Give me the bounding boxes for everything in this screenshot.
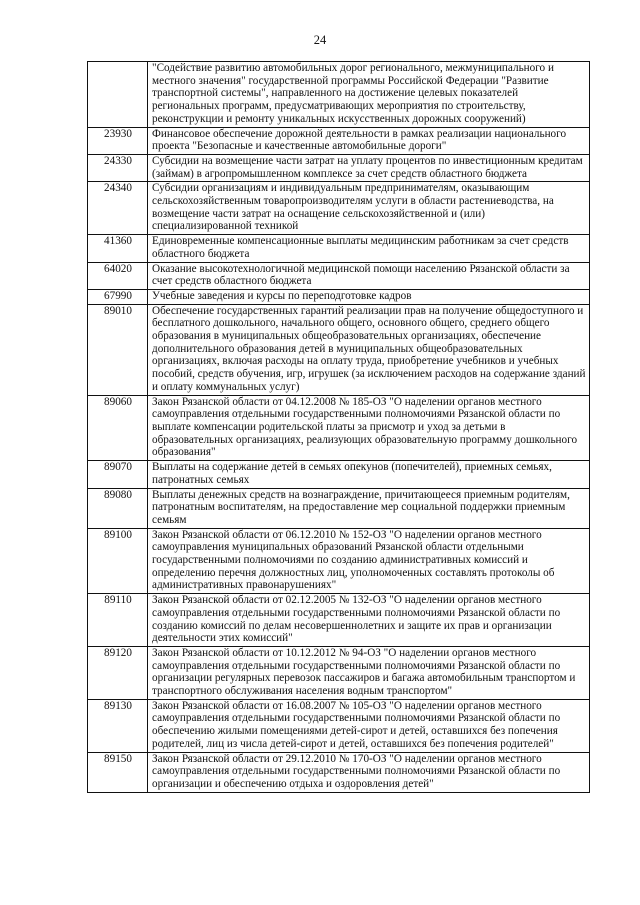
row-description: Субсидии на возмещение части затрат на уплату процентов по инвестиционным кредитам (займам) в агропромышленном комплексе за счет средств областного бюджета	[148, 154, 590, 181]
row-description: Выплаты денежных средств на вознаграждение, причитающееся приемным родителям, патронатным воспитателям, на предоставление мер социальной поддержки приемным семьям	[148, 488, 590, 528]
table-row	[88, 594, 590, 647]
row-description: Закон Рязанской области от 06.12.2010 № 152-ОЗ "О наделении органов местного самоуправления муниципальных образований Рязанской области отдельными государственными полномочиями по созданию административных комиссий и определению перечня должностных лиц, уполномоченных составлять протоколы об административных правонарушениях"	[148, 528, 590, 594]
table-row	[88, 646, 590, 699]
row-description: Выплаты на содержание детей в семьях опекунов (попечителей), приемных семьях, патронатных семьях	[148, 461, 590, 488]
table-row	[88, 752, 590, 792]
row-description: Закон Рязанской области от 02.12.2005 № 132-ОЗ "О наделении органов местного самоуправления отдельными государственными полномочиями Рязанской области по созданию комиссий по делам несовершеннолетних и защите их прав и организации деятельности этих комиссий"	[148, 594, 590, 647]
row-description: Закон Рязанской области от 10.12.2012 № 94-ОЗ "О наделении органов местного самоуправления отдельными государственными полномочиями Рязанской области по организации регулярных перевозок пассажиров и багажа автомобильным транспортом и транспортного обслуживания населения водным транспортом"	[148, 646, 590, 699]
table-row	[88, 528, 590, 594]
table-row	[88, 488, 590, 528]
row-code: 89100	[88, 528, 148, 594]
row-description: Финансовое обеспечение дорожной деятельности в рамках реализации национального проекта "Безопасные и качественные автомобильные дороги"	[148, 127, 590, 154]
row-code: 89080	[88, 488, 148, 528]
row-description: Закон Рязанской области от 16.08.2007 № 105-ОЗ "О наделении органов местного самоуправления отдельными государственными полномочиями Рязанской области по обеспечению жилыми помещениями детей-сирот и детей, оставшихся без попечения родителей, лиц из числа детей-сирот и детей, оставшихся без попечения родителей"	[148, 699, 590, 752]
table-row	[88, 304, 590, 395]
row-code	[88, 62, 148, 128]
row-code: 24330	[88, 154, 148, 181]
table-row	[88, 395, 590, 461]
row-code: 89130	[88, 699, 148, 752]
row-code: 23930	[88, 127, 148, 154]
page-number: 24	[313, 33, 327, 47]
row-code: 67990	[88, 289, 148, 304]
row-code: 89150	[88, 752, 148, 792]
row-description: Оказание высокотехнологичной медицинской помощи населению Рязанской области за счет средств областного бюджета	[148, 262, 590, 289]
table-row	[88, 154, 590, 181]
row-description: Субсидии организациям и индивидуальным предпринимателям, оказывающим сельскохозяйственным товаропроизводителям услуги в области растениеводства, на возмещение части затрат на оснащение сельскохозяйственной и (или) специализированной техникой	[148, 182, 590, 235]
table-row	[88, 289, 590, 304]
row-description: Обеспечение государственных гарантий реализации прав на получение общедоступного и бесплатного дошкольного, начального общего, основного общего, среднего общего образования в муниципальных общеобразовательных организациях, обеспечение дополнительного образования детей в муниципальных общеобразовательных организациях, включая расходы на оплату труда, приобретение учебников и учебных пособий, средств обучения, игр, игрушек (за исключением расходов на содержание зданий и оплату коммунальных услуг)	[148, 304, 590, 395]
row-code: 41360	[88, 235, 148, 262]
row-description: Единовременные компенсационные выплаты медицинским работникам за счет средств областного бюджета	[148, 235, 590, 262]
table-row	[88, 699, 590, 752]
row-code: 89120	[88, 646, 148, 699]
table-row	[88, 127, 590, 154]
row-description: Закон Рязанской области от 04.12.2008 № 185-ОЗ "О наделении органов местного самоуправления отдельными государственными полномочиями Рязанской области по выплате компенсации родительской платы за присмотр и уход за детьми в образовательных организациях, реализующих образовательную программу дошкольного образования"	[148, 395, 590, 461]
table-row	[88, 62, 590, 128]
row-code: 64020	[88, 262, 148, 289]
row-code: 89070	[88, 461, 148, 488]
row-code: 89110	[88, 594, 148, 647]
budget-codes-table	[87, 61, 590, 793]
row-description: Учебные заведения и курсы по переподготовке кадров	[148, 289, 590, 304]
table-row	[88, 182, 590, 235]
table-row	[88, 262, 590, 289]
row-code: 89010	[88, 304, 148, 395]
row-code: 89060	[88, 395, 148, 461]
table-row	[88, 235, 590, 262]
row-description: "Содействие развитию автомобильных дорог регионального, межмуниципального и местного значения" государственной программы Российской Федерации "Развитие транспортной системы", направленного на достижение целевых показателей региональных программ, предусматривающих мероприятия по строительству, реконструкции и ремонту уникальных искусственных дорожных сооружений)	[148, 62, 590, 128]
table-row	[88, 461, 590, 488]
row-code: 24340	[88, 182, 148, 235]
row-description: Закон Рязанской области от 29.12.2010 № 170-ОЗ "О наделении органов местного самоуправления отдельными государственными полномочиями Рязанской области по организации и обеспечению отдыха и оздоровления детей"	[148, 752, 590, 792]
